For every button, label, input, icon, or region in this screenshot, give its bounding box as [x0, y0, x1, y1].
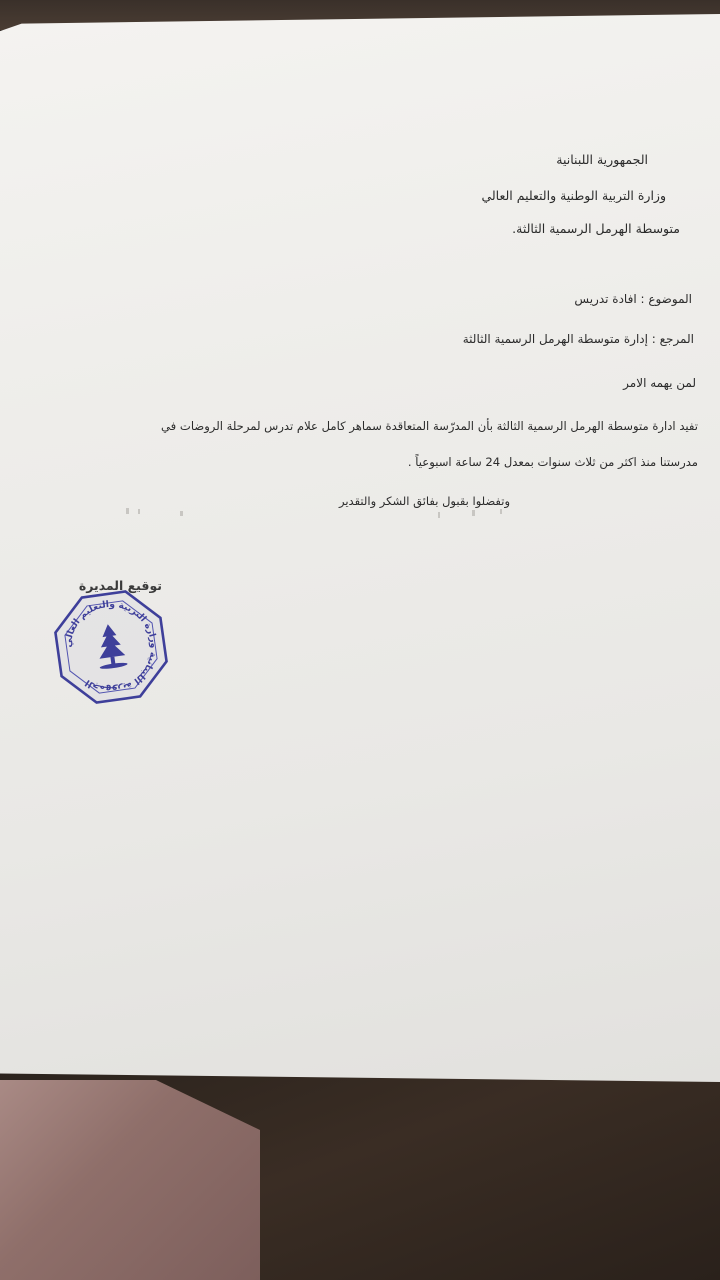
body-line-2: مدرستنا منذ اكثر من ثلاث سنوات بمعدل 24 ساعة اسبوعياً . — [407, 455, 698, 469]
official-stamp — [52, 588, 170, 706]
subject-line: الموضوع : افادة تدريس — [574, 292, 692, 306]
faint-bleed-marks — [120, 506, 520, 520]
letterhead-republic: الجمهورية اللبنانية — [556, 152, 648, 167]
closing-line: وتفضلوا بقبول بفائق الشكر والتقدير — [339, 494, 510, 508]
body-line-1: تفيد ادارة متوسطة الهرمل الرسمية الثالثة بأن المدرّسة المتعاقدة سماهر كامل علام تدرس لمرحلة الروضات في — [161, 419, 698, 433]
letterhead-school: متوسطة الهرمل الرسمية الثالثة. — [512, 221, 680, 236]
salutation: لمن يهمه الامر — [623, 376, 696, 390]
letterhead-ministry: وزارة التربية الوطنية والتعليم العالي — [481, 188, 666, 203]
stamp-ring-text: الجمهورية اللبنانية وزارة التربية والتعليم العالي — [62, 598, 160, 696]
reference-line: المرجع : إدارة متوسطة الهرمل الرسمية الثالثة — [462, 332, 694, 346]
signature-label: توقيع المديرة — [78, 578, 162, 593]
paper-sheet — [0, 14, 720, 1082]
